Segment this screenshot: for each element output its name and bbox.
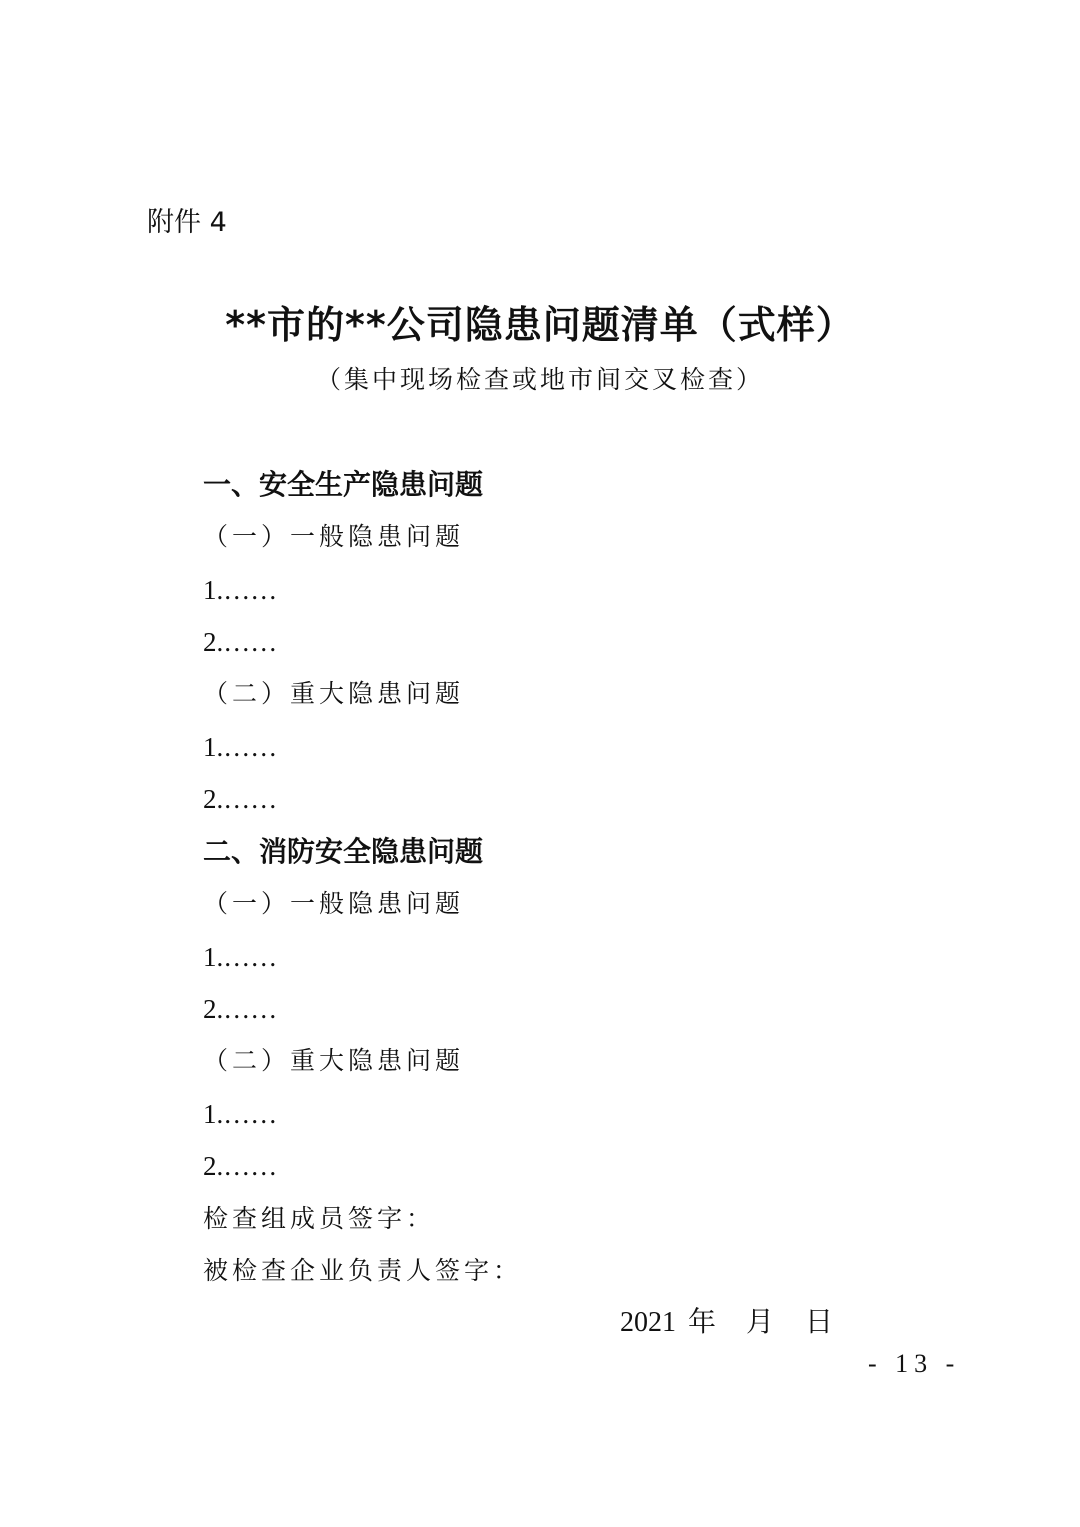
list-item: 1.…… <box>203 942 278 972</box>
section-heading-fire-safety: 二、消防安全隐患问题 <box>203 835 484 868</box>
inspector-signature-label: 检查组成员签字： <box>203 1204 436 1233</box>
section-heading-safety: 一、安全生产隐患问题 <box>203 468 484 501</box>
subsection-general-hazards: （一）一般隐患问题 <box>203 889 465 918</box>
company-head-signature-label: 被检查企业负责人签字： <box>203 1256 523 1285</box>
list-item: 2.…… <box>203 627 278 657</box>
date-year-unit: 年 <box>688 1307 717 1338</box>
list-item: 1.…… <box>203 1099 278 1129</box>
document-title: **市的**公司隐患问题清单（式样） <box>225 303 855 347</box>
subsection-major-hazards: （二）重大隐患问题 <box>203 679 465 708</box>
list-item: 2.…… <box>203 994 278 1024</box>
list-item: 1.…… <box>203 732 278 762</box>
attachment-label: 附件 4 <box>147 207 227 238</box>
date-day-unit: 日 <box>805 1307 834 1338</box>
list-item: 2.…… <box>203 784 278 814</box>
subsection-general-hazards: （一）一般隐患问题 <box>203 522 465 551</box>
date-month-unit: 月 <box>746 1307 775 1338</box>
subsection-major-hazards: （二）重大隐患问题 <box>203 1046 465 1075</box>
document-subtitle: （集中现场检查或地市间交叉检查） <box>315 365 764 394</box>
list-item: 2.…… <box>203 1151 278 1181</box>
page-number: - 13 - <box>868 1349 961 1378</box>
date-year: 2021 <box>620 1307 676 1338</box>
list-item: 1.…… <box>203 575 278 605</box>
